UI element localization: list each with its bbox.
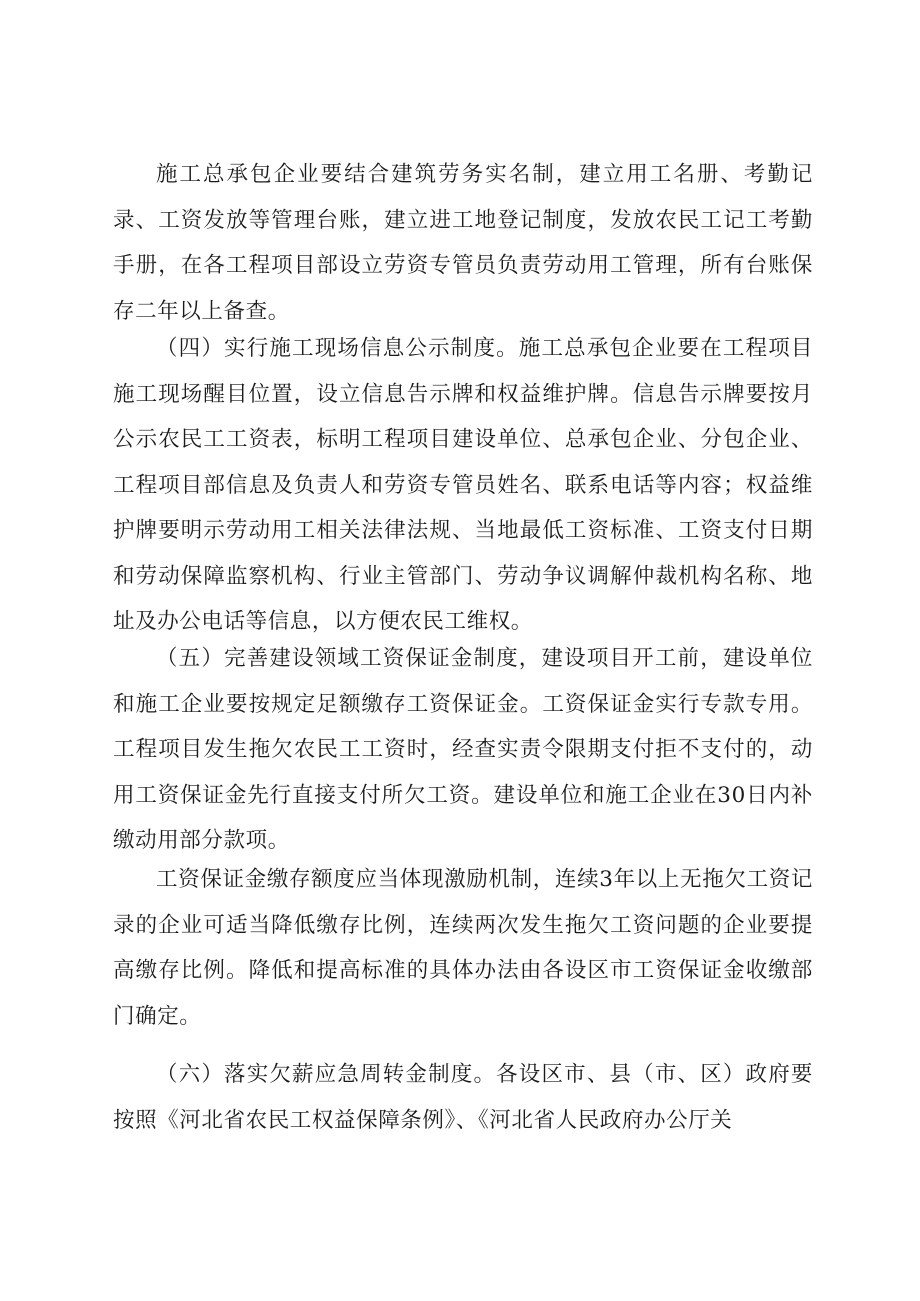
paragraph-worker-records: 施工总承包企业要结合建筑劳务实名制，建立用工名册、考勤记录、工资发放等管理台账，建立进工地登记制度，发放农民工记工考勤手册，在各工程项目部设立劳资专管员负责劳动用工管理，所有台账保存二年以上备查。 [113, 162, 813, 324]
paragraph-site-info-disclosure: （四）实行施工现场信息公示制度。施工总承包企业要在工程项目施工现场醒目位置，设立信息告示牌和权益维护牌。信息告示牌要按月公示农民工工资表，标明工程项目建设单位、总承包企业、分包企业、工程项目部信息及负责人和劳资专管员姓名、联系电话等内容；权益维护牌要明示劳动用工相关法律法规、当地最低工资标准、工资支付日期和劳动保障监察机构、行业主管部门、劳动争议调解仲裁机构名称、地址及办公电话等信息，以方便农民工维权。 [113, 336, 813, 634]
paragraph-wage-deposit-system: （五）完善建设领域工资保证金制度，建设项目开工前，建设单位和施工企业要按规定足额缴存工资保证金。工资保证金实行专款专用。工程项目发生拖欠农民工工资时，经查实责令限期支付拒不支付的，动用工资保证金先行直接支付所欠工资。建设单位和施工企业在30日内补缴动用部分款项。 [113, 646, 813, 853]
paragraph-deposit-incentive: 工资保证金缴存额度应当体现激励机制，连续3年以上无拖欠工资记录的企业可适当降低缴存比例，连续两次发生拖欠工资问题的企业要提高缴存比例。降低和提高标准的具体办法由各设区市工资保证金收缴部门确定。 [113, 867, 813, 1029]
paragraph-emergency-fund: （六）落实欠薪应急周转金制度。各设区市、县（市、区）政府要按照《河北省农民工权益保障条例》、《河北省人民政府办公厅关 [113, 1062, 813, 1133]
